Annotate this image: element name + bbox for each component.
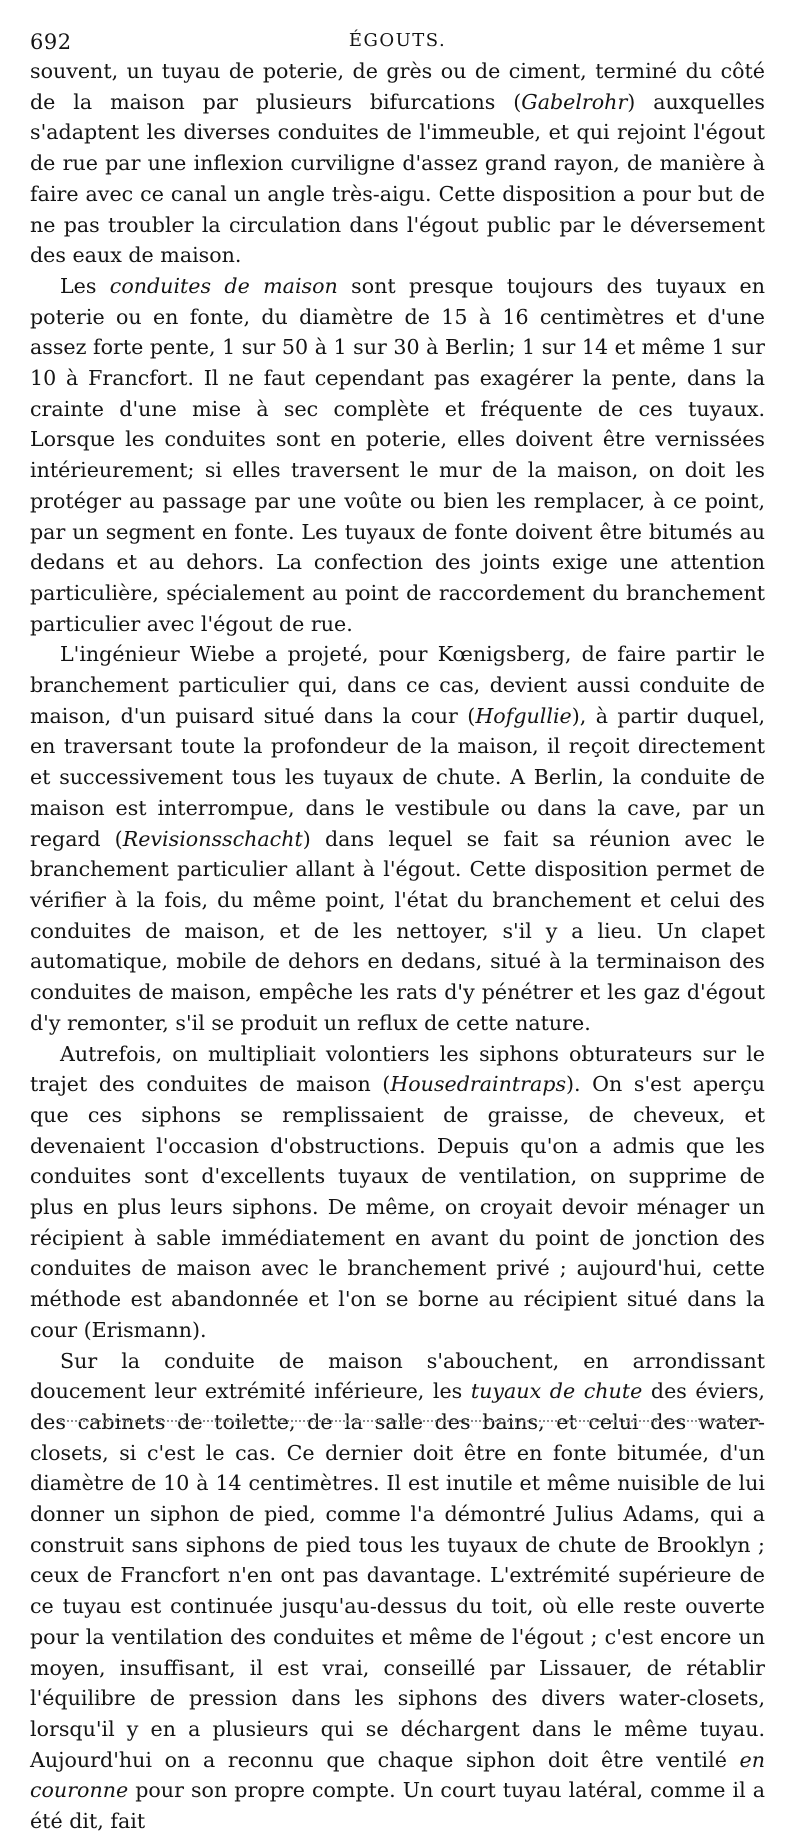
text-run: Les	[60, 273, 110, 298]
page-number: 692	[30, 30, 72, 54]
italic-term: Hofgullie	[475, 703, 572, 728]
text-run: Autrefois, on multipliait volontiers les siphons obturateurs sur le trajet des conduites de maison (	[30, 1041, 765, 1097]
document-page	[30, 22, 765, 1837]
body-text	[30, 56, 765, 1837]
paragraph	[30, 56, 765, 271]
running-title: ÉGOUTS.	[348, 30, 447, 51]
text-run: pour son propre compte. Un court tuyau latéral, comme il a été dit, fait	[30, 1778, 765, 1834]
text-run: souvent, un tuyau de poterie, de grès ou de ciment, terminé du côté de la maison par plusieurs bifurcations (	[30, 59, 765, 114]
text-run: sont presque toujours des tuyaux en poterie ou en fonte, du diamètre de 15 à 16 centimètres et d'une assez forte pente, 1 sur 50 à 1 sur 30 à Berlin; 1 sur 14 et même 1 sur 10 à Francfort. Il ne faut cependant pas exagérer la pente, dans la crainte d'une mise à sec complète et fréquente de ces tuyaux. Lorsque les conduites sont en poterie, elles doivent être vernissées intérieurement; si elles traversent le mur de la maison, on doit les protéger au passage par une voûte ou bien les remplacer, à ce point, par un segment en fonte. Les tuyaux de fonte doivent être bitumés au dedans et au dehors. La confection des joints exige une attention particulière, spécialement au point de raccordement du branchement particulier avec l'égout de rue.	[30, 273, 765, 636]
page-header	[30, 22, 765, 56]
paragraph	[30, 271, 765, 639]
text-run: ), à partir duquel, en traversant toute la profondeur de la maison, il reçoit directement et successivement tous les tuyaux de chute. A Berlin, la conduite de maison est interrompue, dans le vestibule ou dans la cave, par un regard (	[30, 703, 765, 851]
italic-term: conduites de maison	[109, 273, 338, 298]
paragraph	[30, 1039, 765, 1346]
text-run: ) auxquelles s'adaptent les diverses conduites de l'immeuble, et qui rejoint l'égout de rue par une inflexion curviligne d'assez grand rayon, de manière à faire avec ce canal un angle très-aigu. Cette disposition a pour but de ne pas troubler la circulation dans l'égout public par le déversement des eaux de maison.	[30, 89, 765, 268]
italic-term: tuyaux de chute	[470, 1379, 643, 1404]
italic-term: en couronne	[30, 1747, 765, 1803]
text-run: ) dans lequel se fait sa réunion avec le branchement particulier allant à l'égout. Cette disposition permet de vérifier à la fois, du même point, l'état du branchement et celui des conduites de maison, et de les nettoyer, s'il y a lieu. Un clapet automatique, mobile de dehors en dedans, situé à la terminaison des conduites de maison, empêche les rats d'y pénétrer et les gaz d'égout d'y remonter, s'il se produit un reflux de cette nature.	[30, 826, 765, 1035]
italic-term: Housedraintraps	[390, 1072, 567, 1097]
italic-term: Revisionsschacht	[122, 826, 303, 851]
footer-dotted-rule	[60, 1420, 760, 1422]
italic-term: Gabelrohr	[521, 89, 628, 114]
paragraph	[30, 639, 765, 1038]
text-run: Sur la conduite de maison s'abouchent, en arrondissant doucement leur extrémité inférieure, les	[30, 1348, 765, 1404]
text-run: L'ingénieur Wiebe a projeté, pour Kœnigsberg, de faire partir le branchement particulier qui, dans ce cas, devient aussi conduite de maison, d'un puisard situé dans la cour (	[30, 642, 765, 728]
text-run: des éviers, des cabinets de toilette, de la salle des bains, et celui des water-closets, si c'est le cas. Ce dernier doit être en fonte bitumée, d'un diamètre de 10 à 14 centimètres. Il est inutile et même nuisible de lui donner un siphon de pied, comme l'a démontré Julius Adams, qui a construit sans siphons de pied tous les tuyaux de chute de Brooklyn ; ceux de Francfort n'en ont pas davantage. L'extrémité supérieure de ce tuyau est continuée jusqu'au-dessus du toit, où elle reste ouverte pour la ventilation des conduites et même de l'égout ; c'est encore un moyen, insuffisant, il est vrai, conseillé par Lissauer, de rétablir l'équilibre de pression dans les siphons des divers water-closets, lorsqu'il y en a plusieurs qui se déchargent dans le même tuyau. Aujourd'hui on a reconnu que chaque siphon doit être ventilé	[30, 1379, 765, 1772]
text-run: ). On s'est aperçu que ces siphons se remplissaient de graisse, de cheveux, et devenaient l'occasion d'obstructions. Depuis qu'on a admis que les conduites sont d'excellents tuyaux de ventilation, on supprime de plus en plus leurs siphons. De même, on croyait devoir ménager un récipient à sable immédiatement en avant du point de jonction des conduites de maison avec le branchement privé ; aujourd'hui, cette méthode est abandonnée et l'on se borne au récipient situé dans la cour (Erismann).	[30, 1072, 766, 1342]
